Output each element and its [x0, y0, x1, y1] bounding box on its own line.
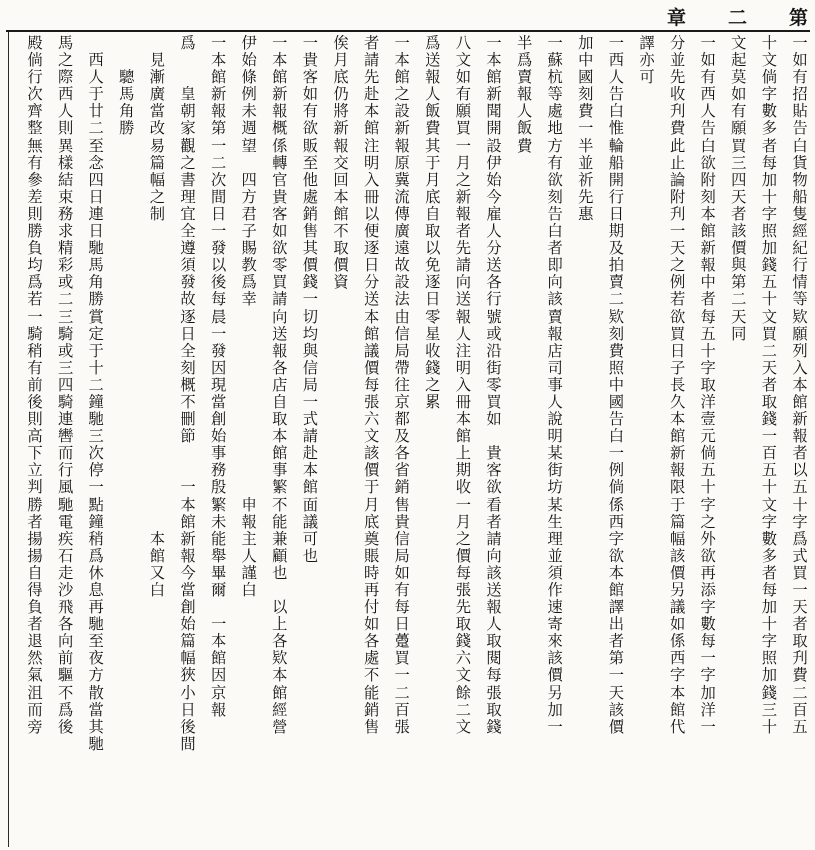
text-column: 分 並 先 收 刋 費 此 止 論 附 刋 一 天 之 例 若 欲 買 日 子 長 久 本 館 新 報 限 于 篇 幅 該 價 另 議 如 係 西 字 本 館 代	[669, 34, 686, 736]
text-column: 一 本 館 新 報 第 一 二 次 間 日 一 發 以 後 每 晨 一 發 因 現 當 創 始 事 務 殷 繁 未 能 舉 畢 爾 一 本 館 因 京 報	[210, 34, 227, 719]
text-column: 一 如 有 招 貼 告 白 貨 物 船 隻 經 紀 行 情 等 欵 願 列 入 本 館 新 報 者 以 五 十 字 爲 式 買 一 天 者 取 刋 費 二 百 五	[792, 34, 808, 736]
heading-char-2: 二	[727, 6, 749, 29]
text-column: 俟 月 底 仍 將 新 報 交 回 本 館 不 取 價 資	[333, 34, 349, 292]
heading-char-3: 第	[788, 6, 810, 29]
text-column: 加 中 國 刻 費 一 半 並 祈 先 惠	[578, 34, 594, 223]
text-column: 伊 始 條 例 未 週 望 四 方 君 子 賜 教 爲 幸 申 報 主 人 謹 白	[241, 34, 257, 599]
text-column: 十 文 倘 字 數 多 者 每 加 十 字 照 加 錢 五 十 文 買 二 天 者 取 錢 一 百 五 十 文 字 數 多 者 每 加 十 字 照 加 錢 三 十	[761, 34, 778, 736]
text-column: 馬 之 際 西 人 則 異 樣 結 束 務 求 精 彩 或 二 三 騎 或 三 四 騎 連 轡 而 行 風 馳 電 疾 石 走 沙 飛 各 向 前 驅 不 爲 後	[57, 34, 74, 736]
vertical-text-body	[14, 36, 812, 844]
text-column: 文 起 莫 如 有 願 買 三 四 天 者 該 價 與 第 二 天 同	[731, 34, 747, 343]
text-column: 一 本 館 新 報 概 係 轉 官 貴 客 如 欲 零 買 請 向 送 報 各 店 自 取 本 館 事 繁 不 能 兼 顧 也 以 上 各 欵 本 館 經 營	[272, 34, 288, 736]
text-column: 見 漸 廣 當 改 易 篇 幅 之 制 本 館 又 白	[149, 51, 166, 599]
text-column: 一 如 有 西 人 告 白 欲 附 刻 本 館 新 報 中 者 每 五 十 字 取 洋 壹 元 倘 五 十 字 之 外 欲 再 添 字 數 每 一 字 加 洋 一	[700, 34, 716, 736]
chapter-heading	[600, 4, 810, 28]
text-column: 者 請 先 赴 本 館 注 明 入 冊 以 便 逐 日 分 送 本 館 議 價 每 張 六 文 該 價 于 月 底 奠 賬 時 再 付 如 各 處 不 能 銷 售	[363, 34, 380, 736]
text-column: 半 爲 賣 報 人 飯 費	[516, 34, 533, 155]
text-column: 譯 亦 可	[639, 34, 655, 87]
text-column: 一 本 館 新 聞 開 設 伊 始 今 雇 人 分 送 各 行 號 或 沿 街 零 買 如 貴 客 欲 看 者 請 向 該 送 報 人 取 閱 每 張 取 錢	[486, 34, 502, 736]
header-rule	[6, 30, 810, 32]
text-column: 一 貴 客 如 有 欲 販 至 他 處 銷 售 其 價 錢 一 切 均 與 信 局 一 式 請 赴 本 館 面 議 可 也	[302, 34, 319, 565]
text-column: 爲 送 報 人 飯 費 其 于 月 底 自 取 以 免 逐 日 零 星 收 錢 之 累	[425, 34, 441, 411]
text-column: 一 西 人 告 白 惟 輪 船 開 行 日 期 及 拍 賣 二 欵 刻 費 照 中 國 告 白 一 例 倘 係 西 字 欲 本 館 譯 出 者 第 一 天 該 價	[608, 34, 625, 736]
text-column: 驄 馬 角 勝	[119, 68, 135, 138]
text-column: 殿 倘 行 次 齊 整 無 有 參 差 則 勝 負 均 爲 若 一 騎 稍 有 前 後 則 高 下 立 判 勝 者 揚 揚 自 得 負 者 退 然 氣 沮 而 旁	[27, 34, 43, 736]
left-border-rule	[8, 32, 9, 847]
text-column: 八 文 如 有 願 買 一 月 之 新 報 者 先 請 向 送 報 人 注 明 入 冊 本 館 上 期 收 一 月 之 價 每 張 先 取 錢 六 文 餘 二 文	[455, 34, 472, 736]
heading-char-1: 章	[666, 6, 688, 29]
text-column: 爲 皇 朝 家 觀 之 書 理 宜 全 遵 須 發 故 逐 日 全 刻 概 不 刪 節 一 本 館 新 報 今 當 創 始 篇 幅 狹 小 日 後 間	[180, 34, 196, 753]
text-column: 一 蘇 杭 等 處 地 方 有 欲 刻 告 白 者 即 向 該 賣 報 店 司 事 人 說 明 某 街 坊 某 生 理 並 須 作 速 寄 來 該 價 另 加 一	[547, 34, 563, 736]
text-column: 一 本 館 之 設 新 報 原 冀 流 傳 廣 遠 故 設 法 由 信 局 帶 往 京 都 及 各 省 銷 售 貴 信 局 如 有 每 日 躉 買 一 二 百 張	[394, 34, 410, 736]
text-column: 西 人 于 廿 二 至 念 四 日 連 日 馳 馬 角 勝 賞 定 于 十 二 鐘 馳 三 次 停 一 點 鐘 稍 爲 休 息 再 馳 至 夜 方 散 當 其 馳	[88, 51, 104, 753]
